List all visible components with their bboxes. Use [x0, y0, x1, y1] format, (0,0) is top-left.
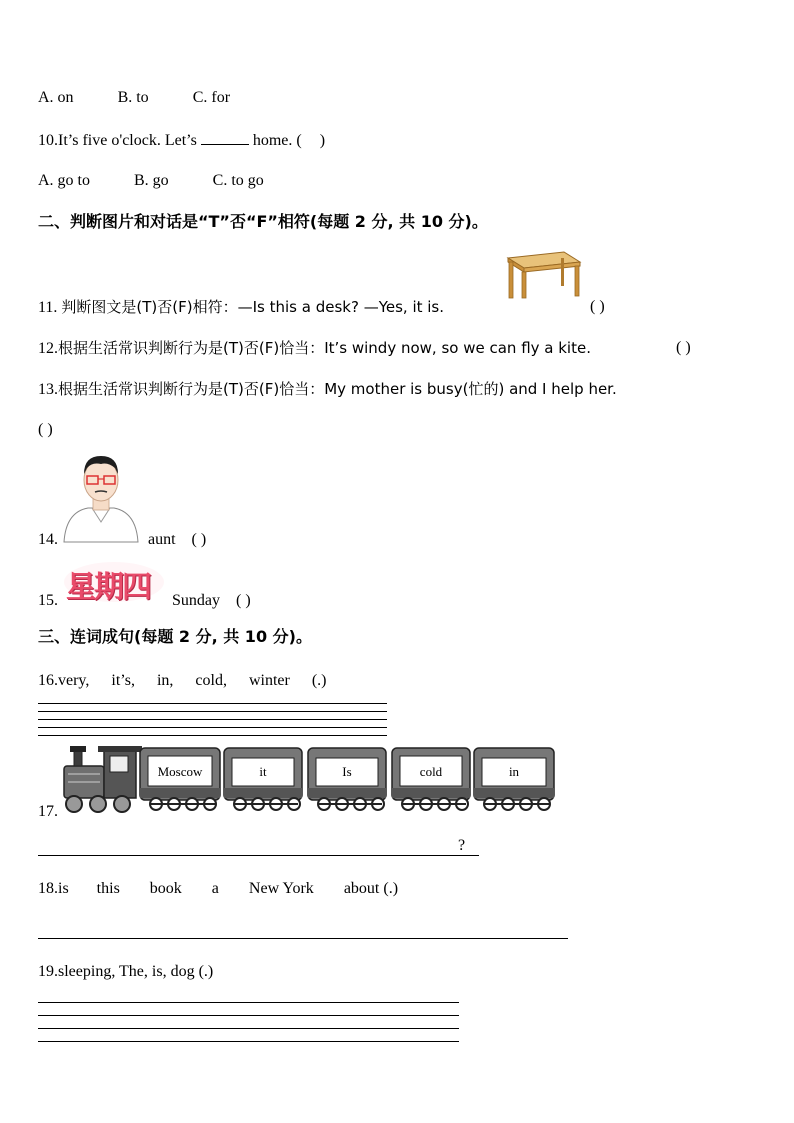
q19-answer-line-4[interactable]: [38, 1041, 459, 1042]
q9-options: [38, 88, 230, 108]
train-image: [60, 744, 560, 816]
q12-question: [38, 338, 591, 359]
train-word-3: Is: [342, 764, 352, 779]
q16-word: cold,: [195, 672, 227, 689]
q15-number: 15.: [38, 592, 58, 609]
q19-answer-line-1[interactable]: [38, 1002, 459, 1003]
q18-word: New York: [248, 880, 314, 897]
train-car: [224, 748, 302, 810]
train-word-4: cold: [419, 764, 443, 779]
thursday-image-text: 星期四: [66, 570, 150, 605]
q10-close-paren: ): [319, 132, 326, 149]
q16-answer-line-1[interactable]: [38, 703, 387, 704]
q10-text-after: home. (: [252, 132, 302, 149]
q16-answer-line-5[interactable]: [38, 735, 387, 736]
q16-word: it’s,: [111, 672, 135, 689]
q17-answer-line[interactable]: [38, 855, 479, 856]
q18-word: this: [96, 880, 120, 897]
q10-question: [38, 130, 325, 151]
q18-number: 18.: [38, 880, 58, 897]
train-car: [140, 748, 220, 810]
q19-text: sleeping, The, is, dog (.): [58, 963, 214, 980]
train-car: [474, 748, 554, 810]
q18-word: book: [149, 880, 182, 897]
q18-word: about (.): [343, 880, 399, 897]
q14-answer-paren[interactable]: ( ): [191, 531, 207, 548]
q15-question: [38, 591, 251, 611]
q16-answer-line-3[interactable]: [38, 719, 387, 720]
q11-question: [38, 297, 444, 318]
q16-word: in,: [156, 672, 174, 689]
q18-word: a: [211, 880, 219, 897]
q16-word: winter: [248, 672, 290, 689]
q13-text: 根据生活常识判断行为是(T)否(F)恰当：My mother is busy(忙的) and I help her.: [58, 380, 617, 398]
section2-title: 二、判断图片和对话是“T”否“F”相符(每题 2 分, 共 10 分)。: [38, 212, 488, 231]
q13-question: [38, 379, 617, 400]
q9-option-a: A. on: [38, 89, 74, 106]
train-word-2: it: [259, 764, 267, 779]
q10-option-c: C. to go: [212, 172, 264, 189]
q10-option-b: B. go: [134, 172, 169, 189]
train-car: [308, 748, 386, 810]
q15-word: Sunday: [172, 592, 220, 609]
section3-title: 三、连词成句(每题 2 分, 共 10 分)。: [38, 627, 312, 646]
q9-option-b: B. to: [117, 89, 149, 106]
q19-number: 19.: [38, 963, 58, 980]
q10-options: [38, 171, 264, 191]
q13-number: 13.: [38, 381, 58, 398]
q16-number: 16.: [38, 672, 58, 689]
q10-answer-blank[interactable]: [201, 130, 249, 145]
train-car: [392, 748, 470, 810]
q12-number: 12.: [38, 340, 58, 357]
q14-word: aunt: [148, 531, 176, 548]
q11-number: 11.: [38, 299, 58, 316]
q9-option-c: C. for: [192, 89, 231, 106]
q17-question-mark: ?: [458, 837, 466, 854]
q11-text: 判断图文是(T)否(F)相符：—Is this a desk? —Yes, it is.: [61, 298, 445, 316]
q19-answer-line-3[interactable]: [38, 1028, 459, 1029]
q16-word: (.): [311, 672, 327, 689]
q11-answer-paren[interactable]: ( ): [590, 298, 605, 315]
q10-number: 10.: [38, 132, 58, 149]
q17-number: 17.: [38, 803, 58, 820]
q19-question: [38, 962, 213, 982]
train-word-1: Moscow: [157, 764, 203, 779]
train-engine: [64, 746, 142, 812]
q18-word: is: [58, 880, 69, 897]
q12-answer-paren[interactable]: ( ): [676, 339, 691, 356]
q16-word: very,: [58, 672, 90, 689]
desk-image: [504, 250, 584, 300]
q10-option-a: A. go to: [38, 172, 90, 189]
q13-answer-paren[interactable]: ( ): [38, 421, 53, 438]
q16-question: [38, 671, 326, 691]
q18-question: [38, 879, 398, 899]
q10-text-before: It’s five o'clock. Let’s: [58, 132, 197, 149]
q19-answer-line-2[interactable]: [38, 1015, 459, 1016]
q16-answer-line-2[interactable]: [38, 711, 387, 712]
q14-question: [38, 530, 206, 550]
q15-answer-paren[interactable]: ( ): [236, 592, 251, 609]
q16-answer-line-4[interactable]: [38, 727, 387, 728]
q12-text: 根据生活常识判断行为是(T)否(F)恰当：It’s windy now, so we can fly a kite.: [58, 339, 591, 357]
train-word-5: in: [508, 764, 520, 779]
q18-answer-line[interactable]: [38, 938, 568, 939]
q14-number: 14.: [38, 531, 58, 548]
